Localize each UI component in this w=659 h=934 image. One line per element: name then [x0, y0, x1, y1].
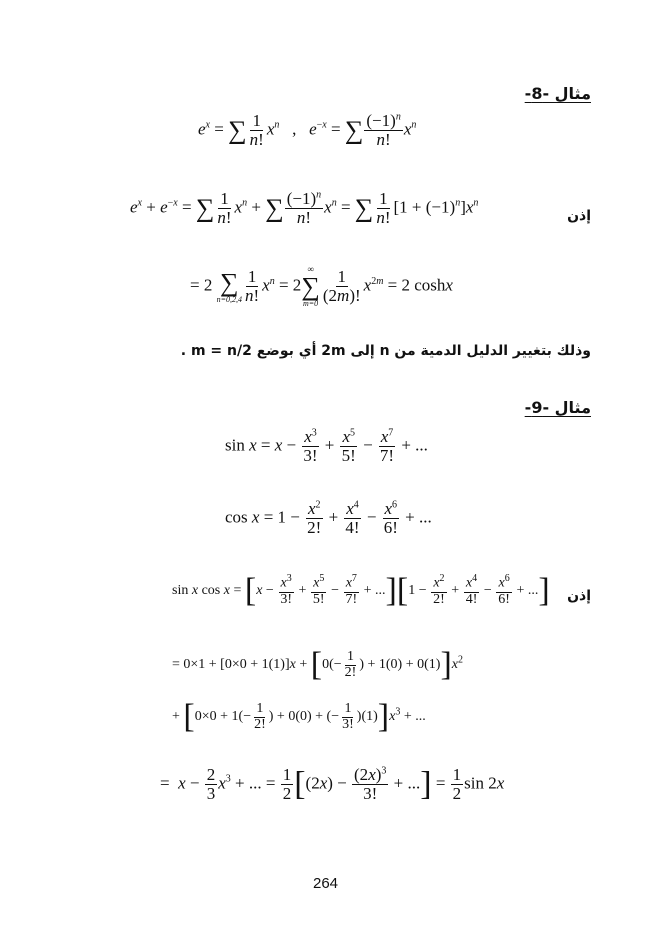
page-number: 264 [313, 875, 339, 892]
coefficient-step-1: = 0×1 + [0×0 + 1(1)]x + [0(− $\frac{1}{2!}$ ) + $1(0) + 0(1)]x^2$ [172, 646, 463, 683]
index-change-note: وذلك بتغيير الدليل الدمية من n إلى 2m أي بوضع m = n/2 . [180, 343, 591, 359]
final-result: = x − $\frac{2}{3}$ $x^3$ + ... = $\frac{1}{2}$ [(2x) − $\frac{(2x)^3}{3!}$ + ...] = $\frac{1}{2}$ sin 2x [160, 765, 505, 803]
sin-series: sin x = x − $\frac{x^3}{3!}$ + $\frac{x^5}{5!}$ − $\frac{x^7}{7!}$ + ... [225, 427, 428, 465]
coefficient-step-2: + [0×0 + 1(− $\frac{1}{2!}$ ) + 0(0) + (− $\frac{1}{3!}$ )$(1)]x^3$ + ... [172, 698, 426, 735]
sin-cos-product: sin x cos x = [x − $\frac{x^3}{3!}$ + $\frac{x^5}{5!}$ − $\frac{x^7}{7!}$ + ...][1 − $\frac{x^2}{2!}$ + $\frac{x^4}{4!}$ − $\frac{x^6}{6!}$ + ...] [172, 572, 550, 609]
cos-series: cos x = 1 − $\frac{x^2}{2!}$ + $\frac{x^4}{4!}$ − $\frac{x^6}{6!}$ + ... [225, 499, 432, 537]
exp-sum-line: $e^x + e^{-x}$ = ∑ $\frac{1}{n!}$ $x^n$ + ∑ $\frac{(-1)^n}{n!}$ $x^n$ = ∑ $\frac{1}{n!}$ $[1 + (-1)^n]x^n$ [130, 189, 479, 227]
example-8-heading: مثال -8- [524, 84, 591, 103]
therefore-label-1: إذن [567, 208, 591, 224]
therefore-label-2: إذن [567, 588, 591, 604]
exp-series-line: $e^x$ = ∑ $\frac{1}{n!}$ $x^n$ , $e^{-x}$ = ∑ $\frac{(-1)^n}{n!}$ $x^n$ [198, 111, 417, 149]
cosh-line: = 2 ∑ n=0,2,4 $\frac{1}{n!}$ $x^n = 2$ ∞ ∑ m=0 $\frac{1}{(2m)!}$ $x^{2m} = 2$ coshx [190, 264, 453, 308]
example-9-heading: مثال -9- [524, 398, 591, 417]
